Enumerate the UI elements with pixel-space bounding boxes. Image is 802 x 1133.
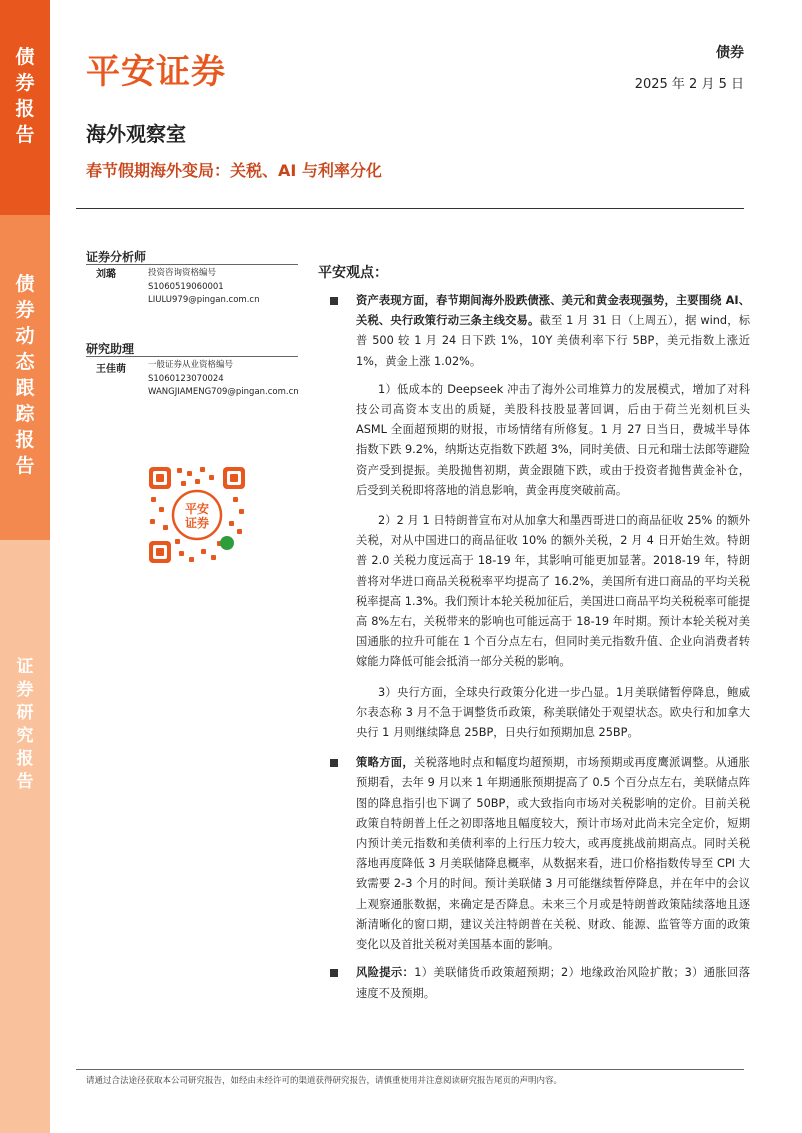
sidebar-char: 踪 bbox=[15, 403, 35, 425]
assistant-heading: 研究助理 bbox=[86, 342, 135, 356]
bullet-lead: 风险提示： bbox=[356, 966, 415, 980]
viewpoints-body bbox=[330, 291, 750, 1012]
assistant-cert-label: 一般证券从业资格编号 bbox=[148, 360, 234, 370]
assistant-name: 王佳萌 bbox=[96, 364, 126, 375]
sidebar-char: 动 bbox=[15, 325, 35, 347]
sidebar-char: 态 bbox=[15, 351, 35, 373]
footer-disclaimer: 请通过合法途径获取本公司研究报告，如经由未经许可的渠道获得研究报告，请慎重使用并注意阅读研究报告尾页的声明内容。 bbox=[86, 1076, 563, 1086]
sidebar-char: 报 bbox=[15, 98, 35, 120]
analyst-cert-number: S1060519060001 bbox=[148, 281, 224, 292]
sidebar-char: 报 bbox=[15, 429, 35, 451]
bullet-strategy bbox=[330, 753, 750, 955]
assistant-email[interactable]: WANGJIAMENG709@pingan.com.cn bbox=[148, 387, 299, 397]
bullet-text: 1）美联储货币政策超预期；2）地缘政治风险扩散；3）通胀回落速度不及预期。 bbox=[356, 966, 750, 1000]
sidebar-char: 研 bbox=[16, 703, 34, 723]
sidebar-char: 债 bbox=[15, 46, 35, 68]
sidebar-char: 告 bbox=[15, 124, 35, 146]
bullet-square-icon bbox=[330, 969, 338, 977]
sidebar-char: 证 bbox=[16, 657, 34, 677]
header-divider bbox=[76, 208, 744, 209]
bullet-square-icon bbox=[330, 297, 338, 305]
analyst-block bbox=[86, 248, 298, 305]
paragraph-tariff: 2）2 月 1 日特朗普宣布对从加拿大和墨西哥进口的商品征收 25% 的额外关税，对从中国进口的商品征收 10% 的额外关税，2 月 4 日开始生效。特朗普 2.0 关税力度远高于 18-19 年，其影响可能更加显著。2018-19 年，特朗普将对华进口商品关税税率平均提高了 16.2%，美国所有进口商品的平均关税税率提高 1.3%。我们预计本轮关税加征后，美国进口商品平均关税税率可能提高 8%左右，关税带来的影响也可能远高于 18-19 年时期。预计本轮关税对美国通胀的拉升可能在 1 个百分点左右，但同时美元指数升值、企业向消费者转嫁能力降低可能会抵消一部分关税的影响。 bbox=[356, 514, 750, 669]
paragraph-ai: 1）低成本的 Deepseek 冲击了海外公司堆算力的发展模式，增加了对科技公司高资本支出的质疑，美股科技股显著回调，后由于荷兰光刻机巨头 ASML 全面超预期的财报，市场情绪有所修复。1 月 27 日当日，费城半导体指数下跌 9.2%，纳斯达克指数下跌超 3%，同时美债、日元和瑞士法郎等避险资产受到提振。美股抛售初期，黄金跟随下跌，或由于投资者抛售黄金补仓，后受到关税即将落地的消息影响，黄金再度突破前高。 bbox=[356, 382, 750, 497]
bullet-text: 截至 1 月 31 日（上周五），据 wind，标普 500 较 1 月 24 日下跌 1%，10Y 美债利率下行 5BP，美元指数上涨近 1%，黄金上涨 1.02%。 bbox=[356, 314, 750, 368]
analyst-name: 刘璐 bbox=[96, 269, 116, 280]
bullet-text: 关税落地时点和幅度均超预期，市场预期或再度鹰派调整。从通胀预期看，去年 9 月以来 1 年期通胀预期提高了 0.5 个百分点左右，美联储点阵图的降息指引也下调了 50BP，或大致指向市场对关税影响的定价。目前关税政策自特朗普上任之初即落地且幅度较大，预计市场对此尚未完全定价，短期内预计美元指数和美债利率的上行压力较大，或再度挑战前期高点。同时关税落地再度降低 3 月美联储降息概率，从数据来看，进口价格指数传导至 CPI 大致需要 2-3 个月的时间。预计美联储 3 月可能继续暂停降息，并在年中的会议上观察通胀数据，来确定是否降息。未来三个月或是特朗普政策陆续落地且逐渐清晰化的窗口期，建议关注特朗普在关税、财政、能源、监管等方面的政策变化以及首批关税对美国基本面的影响。 bbox=[356, 756, 750, 952]
bullet-lead: 策略方面， bbox=[356, 756, 414, 770]
report-title: 春节假期海外变局：关税、AI 与利率分化 bbox=[86, 161, 382, 180]
bullet-lead: 资产表现方面，春节期间海外股跌债涨、美元和黄金表现强势，主要围绕 AI、关税、央行政策行动三条主线交易。 bbox=[356, 294, 750, 328]
qr-code[interactable] bbox=[145, 463, 249, 567]
viewpoints-title: 平安观点： bbox=[318, 265, 388, 281]
qr-logo-text-top: 平安 bbox=[184, 502, 210, 516]
sidebar-char: 告 bbox=[15, 455, 35, 477]
document-date: 2025 年 2 月 5 日 bbox=[634, 77, 744, 92]
sidebar-char: 债 bbox=[15, 273, 35, 295]
sidebar-char: 券 bbox=[15, 299, 35, 321]
sidebar-research-label bbox=[0, 540, 50, 1133]
analyst-heading: 证券分析师 bbox=[86, 250, 147, 264]
department-name: 海外观察室 bbox=[86, 122, 186, 146]
sidebar-char: 跟 bbox=[15, 377, 35, 399]
qr-logo-text-bottom: 证券 bbox=[184, 516, 210, 530]
sidebar bbox=[0, 0, 50, 1133]
assistant-divider bbox=[86, 356, 298, 357]
analyst-divider bbox=[86, 264, 298, 265]
sidebar-char: 券 bbox=[16, 680, 34, 700]
bullet-asset-performance bbox=[330, 291, 750, 372]
sidebar-report-type bbox=[0, 0, 50, 215]
sidebar-char: 究 bbox=[16, 726, 34, 746]
sidebar-report-subtype bbox=[0, 215, 50, 540]
analyst-cert-label: 投资咨询资格编号 bbox=[148, 268, 217, 278]
assistant-block bbox=[86, 340, 299, 397]
analyst-info bbox=[148, 267, 259, 308]
bullet-risk bbox=[330, 963, 750, 1003]
bullet-square-icon bbox=[330, 759, 338, 767]
footer-divider bbox=[76, 1069, 744, 1070]
paragraph-central-bank: 3）央行方面，全球央行政策分化进一步凸显。1月美联储暂停降息，鲍威尔表态称 3 月不急于调整货币政策，称美联储处于观望状态。欧央行和加拿大央行 1 月则继续降息 25BP，日央行如预期加息 25BP。 bbox=[356, 685, 750, 740]
company-logo: 平安证券 bbox=[86, 52, 226, 92]
assistant-info bbox=[148, 359, 299, 400]
sidebar-char: 报 bbox=[16, 749, 34, 769]
sidebar-char: 券 bbox=[15, 72, 35, 94]
assistant-cert-number: S1060123070024 bbox=[148, 373, 224, 384]
analyst-email[interactable]: LIULU979@pingan.com.cn bbox=[148, 295, 260, 305]
sidebar-char: 告 bbox=[16, 772, 34, 792]
document-type: 债券 bbox=[716, 45, 744, 61]
